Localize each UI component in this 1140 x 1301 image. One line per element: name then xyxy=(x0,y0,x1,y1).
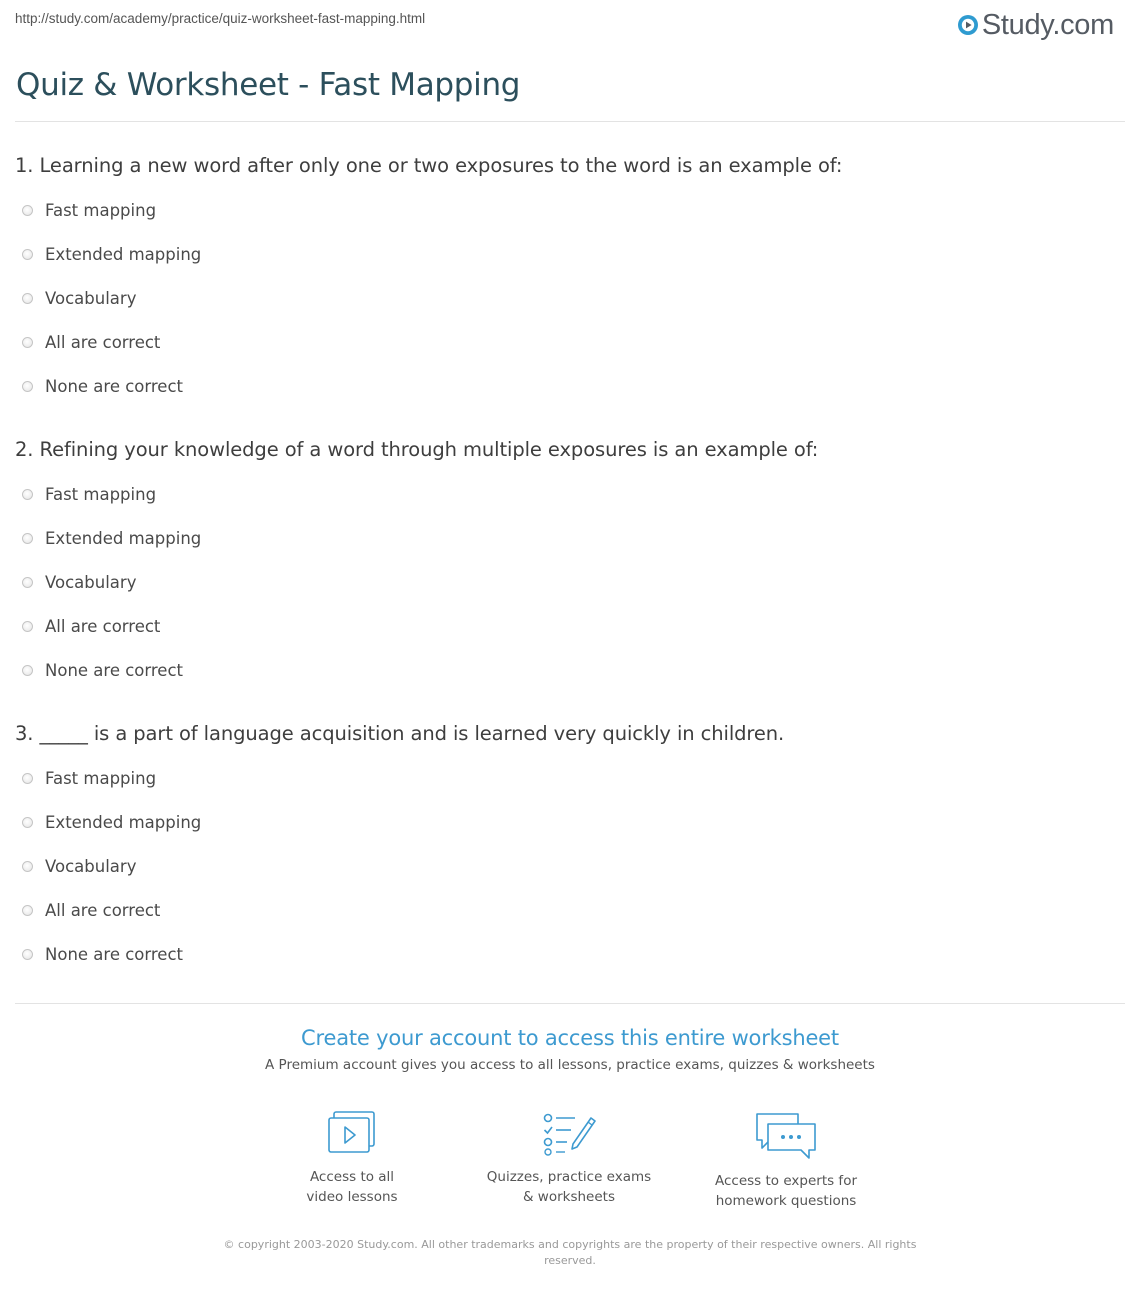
answer-option[interactable] xyxy=(22,198,156,222)
radio-button[interactable] xyxy=(22,665,33,676)
radio-button[interactable] xyxy=(22,533,33,544)
promo-divider xyxy=(15,1003,1125,1004)
radio-button[interactable] xyxy=(22,817,33,828)
play-circle-logo-icon xyxy=(957,14,979,36)
option-label: All are correct xyxy=(45,900,161,920)
answer-option[interactable] xyxy=(22,854,136,878)
option-label: None are correct xyxy=(45,944,183,964)
copyright-notice: © copyright 2003-2020 Study.com. All other trademarks and copyrights are the property of their respective owners. All rights reserved. xyxy=(223,1238,917,1267)
feature-quizzes xyxy=(479,1110,659,1207)
chat-bubbles-icon xyxy=(754,1110,818,1160)
option-label: Vocabulary xyxy=(45,572,137,592)
answer-option[interactable] xyxy=(22,242,201,266)
answer-option[interactable] xyxy=(22,942,183,966)
option-label: Fast mapping xyxy=(45,484,157,504)
question-text: 1. Learning a new word after only one or two exposures to the word is an example of: xyxy=(15,154,843,177)
create-account-link[interactable]: Create your account to access this entire worksheet xyxy=(301,1026,839,1050)
option-label: Extended mapping xyxy=(45,244,202,264)
answer-option[interactable] xyxy=(22,526,201,550)
feature-label: Access to all video lessons xyxy=(306,1169,398,1205)
radio-button[interactable] xyxy=(22,773,33,784)
video-lessons-icon xyxy=(326,1110,378,1156)
answer-option[interactable] xyxy=(22,570,136,594)
option-label: Vocabulary xyxy=(45,288,137,308)
radio-button[interactable] xyxy=(22,249,33,260)
option-label: None are correct xyxy=(45,376,183,396)
radio-button[interactable] xyxy=(22,577,33,588)
answer-option[interactable] xyxy=(22,286,136,310)
question-text: 3. _____ is a part of language acquisition and is learned very quickly in children. xyxy=(15,722,785,745)
answer-option[interactable] xyxy=(22,374,183,398)
feature-experts xyxy=(696,1110,876,1211)
radio-button[interactable] xyxy=(22,205,33,216)
option-label: None are correct xyxy=(45,660,183,680)
promo-subtitle: A Premium account gives you access to all lessons, practice exams, quizzes & worksheets xyxy=(265,1057,875,1073)
option-label: Fast mapping xyxy=(45,200,157,220)
radio-button[interactable] xyxy=(22,337,33,348)
option-label: Fast mapping xyxy=(45,768,157,788)
option-label: All are correct xyxy=(45,332,161,352)
answer-option[interactable] xyxy=(22,810,201,834)
answer-option[interactable] xyxy=(22,766,156,790)
radio-button[interactable] xyxy=(22,621,33,632)
answer-option[interactable] xyxy=(22,614,160,638)
radio-button[interactable] xyxy=(22,489,33,500)
title-divider xyxy=(15,121,1125,122)
option-label: All are correct xyxy=(45,616,161,636)
radio-button[interactable] xyxy=(22,949,33,960)
page-title: Quiz & Worksheet - Fast Mapping xyxy=(16,67,521,103)
radio-button[interactable] xyxy=(22,905,33,916)
answer-option[interactable] xyxy=(22,898,160,922)
answer-option[interactable] xyxy=(22,330,160,354)
quiz-checklist-icon xyxy=(541,1110,597,1156)
logo-text: Study.com xyxy=(981,8,1114,41)
feature-label: Access to experts for homework questions xyxy=(714,1173,857,1209)
option-label: Extended mapping xyxy=(45,528,202,548)
page-url: http://study.com/academy/practice/quiz-worksheet-fast-mapping.html xyxy=(15,11,426,26)
option-label: Vocabulary xyxy=(45,856,137,876)
radio-button[interactable] xyxy=(22,381,33,392)
radio-button[interactable] xyxy=(22,861,33,872)
option-label: Extended mapping xyxy=(45,812,202,832)
question-text: 2. Refining your knowledge of a word through multiple exposures is an example of: xyxy=(15,438,819,461)
radio-button[interactable] xyxy=(22,293,33,304)
feature-label: Quizzes, practice exams & worksheets xyxy=(486,1169,652,1205)
feature-video-lessons xyxy=(262,1110,442,1207)
answer-option[interactable] xyxy=(22,658,183,682)
study-logo[interactable] xyxy=(957,7,1114,43)
answer-option[interactable] xyxy=(22,482,156,506)
